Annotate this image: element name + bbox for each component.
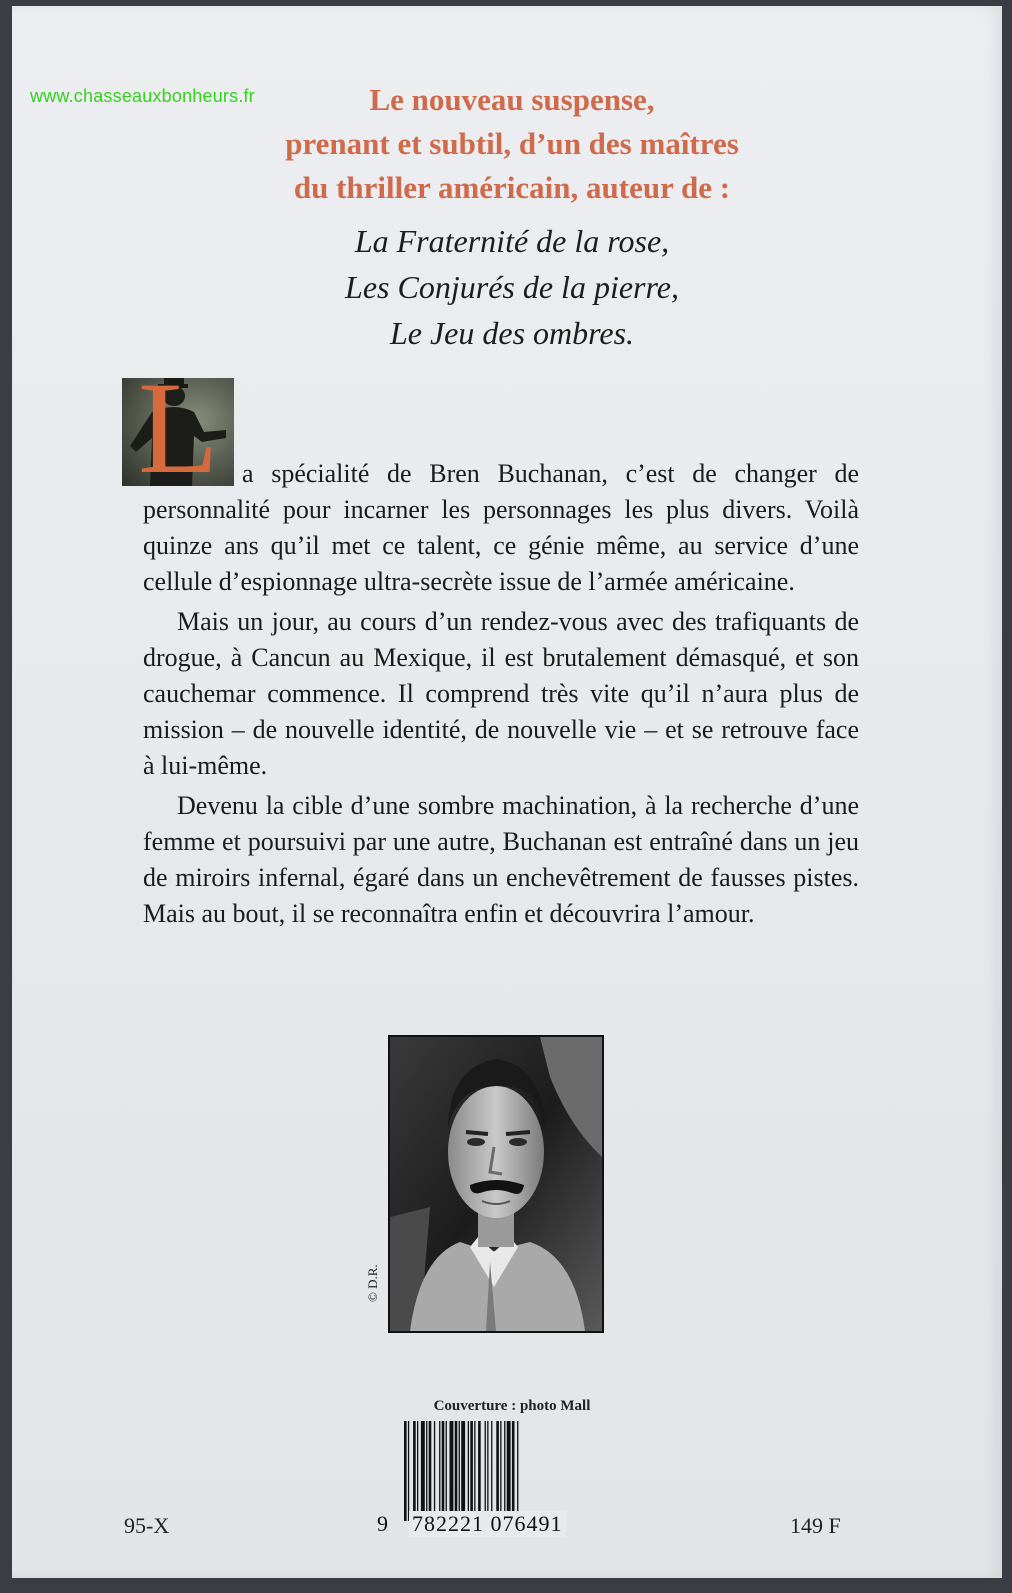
barcode-bar — [485, 1421, 486, 1521]
barcode-bar — [459, 1421, 460, 1521]
barcode-bar — [517, 1421, 518, 1521]
dropcap-letter: L — [138, 378, 219, 486]
blurb-line: Le nouveau suspense, — [369, 82, 655, 117]
paragraph: a spécialité de Bren Buchanan, c’est de changer de personnalité pour incarner les personnages les plus divers. Voilà quinze ans qu’il met ce talent, ce génie même, au service d’une cellule d’espionnage ultra-secrète issue de l’armée américaine. — [143, 459, 859, 596]
barcode-bar — [404, 1421, 407, 1521]
summary-text — [143, 456, 859, 936]
ean-barcode — [404, 1421, 600, 1521]
watermark-url[interactable]: www.chasseauxbonheurs.fr — [30, 86, 255, 106]
barcode-bar — [426, 1421, 427, 1521]
blurb-line: du thriller américain, auteur de : — [293, 170, 731, 205]
cover-photo-credit: Couverture : photo Mall — [433, 1398, 591, 1414]
barcode-bar — [434, 1421, 435, 1521]
book-title: Les Conjurés de la pierre, — [345, 269, 679, 305]
ean-first-digit: 9 — [377, 1511, 388, 1536]
book-title: Le Jeu des ombres. — [389, 315, 635, 351]
barcode-bar — [429, 1421, 432, 1521]
barcode-bar — [408, 1421, 409, 1521]
barcode-bar — [496, 1421, 499, 1521]
barcode-bar — [478, 1421, 481, 1521]
barcode-bar — [507, 1421, 511, 1521]
barcode-bar — [450, 1421, 454, 1521]
barcode-bar — [504, 1421, 505, 1521]
previous-titles — [212, 218, 812, 356]
blurb-tagline — [212, 78, 812, 210]
barcode-bar — [439, 1421, 440, 1521]
barcode-bar — [468, 1421, 469, 1521]
ean-digits: 782221 076491 — [409, 1511, 566, 1537]
barcode-bar — [491, 1421, 492, 1521]
barcode-bar — [442, 1421, 445, 1521]
paragraph: Devenu la cible d’une sombre machination, à la recherche d’une femme et poursuivi par une autre, Buchanan est entraîné dans un jeu de miroirs infernal, égaré dans un enchevêtrement de fausses pistes. Mais au bout, il se reconnaîtra enfin et découvrira l’amour. — [143, 791, 859, 928]
barcode-bar — [455, 1421, 458, 1521]
barcode-bar — [413, 1421, 416, 1521]
paragraph: Mais un jour, au cours d’un rendez-vous avec des trafiquants de drogue, à Cancun au Mexique, il est brutalement démasqué, et son cauchemar commence. Il comprend très vite qu’il n’aura plus de mission – de nouvelle identité, de nouvelle vie – et se retrouve face à lui-même. — [143, 607, 859, 780]
author-portrait-icon — [390, 1037, 602, 1331]
photo-credit: © D.R. — [365, 1264, 380, 1302]
barcode-bar — [500, 1421, 501, 1521]
barcode-bar — [461, 1421, 465, 1521]
barcode-bar — [487, 1421, 488, 1521]
barcode-bar — [474, 1421, 475, 1521]
catalog-code: 95-X — [124, 1513, 170, 1538]
back-cover — [12, 6, 1002, 1578]
blurb-line: prenant et subtil, d’un des maîtres — [285, 126, 739, 161]
author-photo — [388, 1035, 604, 1333]
barcode-bar — [446, 1421, 447, 1521]
price: 149 F — [790, 1513, 841, 1538]
barcode-bar — [417, 1421, 418, 1521]
barcode-bar — [470, 1421, 473, 1521]
barcode-bar — [512, 1421, 515, 1521]
book-title: La Fraternité de la rose, — [354, 223, 670, 259]
barcode-bar — [421, 1421, 425, 1521]
